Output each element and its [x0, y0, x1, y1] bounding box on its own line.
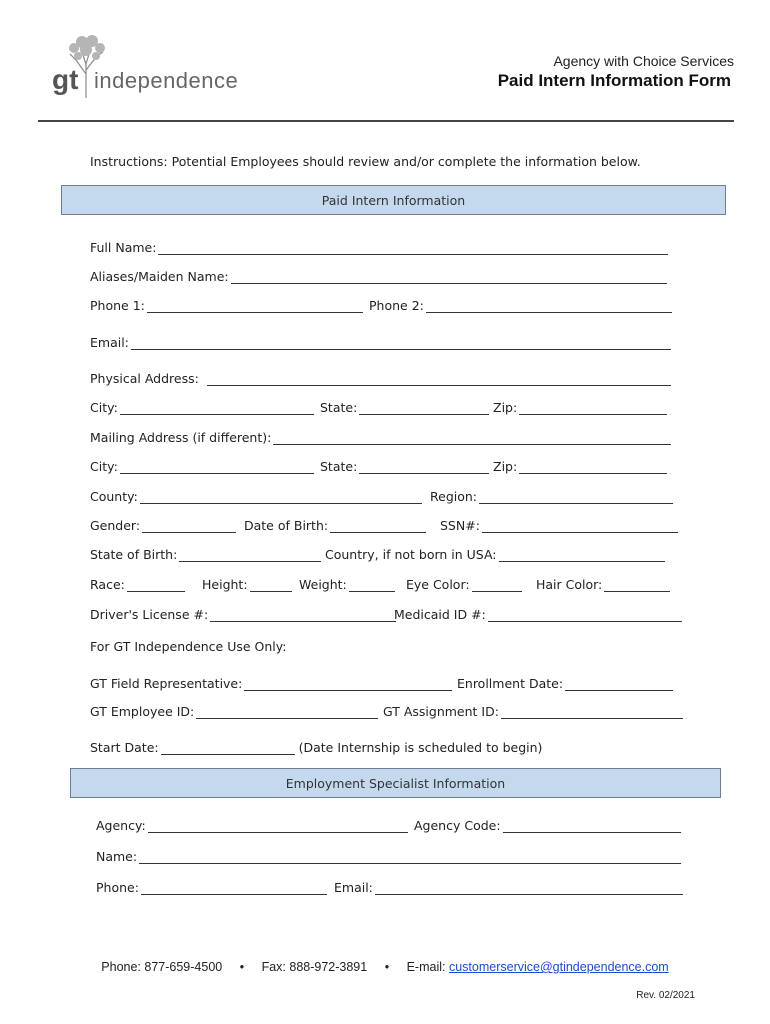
specialist-email-row [334, 880, 683, 895]
mail-city-field[interactable] [120, 460, 314, 474]
section-specialist-title: Employment Specialist Information [285, 775, 506, 791]
footer-phone: Phone: 877-659-4500 [101, 960, 223, 974]
agency-field[interactable] [148, 819, 408, 833]
mail-state-label: State: [320, 459, 358, 474]
region-label: Region: [430, 489, 478, 504]
hair-color-row [536, 577, 670, 592]
country-field[interactable] [499, 548, 665, 562]
footer-fax: Fax: 888-972-3891 [261, 960, 368, 974]
aliases-row [90, 269, 667, 284]
enroll-date-label: Enrollment Date: [457, 676, 564, 691]
aliases-field[interactable] [231, 270, 667, 284]
aliases-label: Aliases/Maiden Name: [90, 269, 229, 284]
state-of-birth-field[interactable] [179, 548, 321, 562]
mail-city-row [90, 459, 314, 474]
zip-label: Zip: [493, 400, 518, 415]
physical-address-row [90, 371, 671, 386]
dob-row [244, 518, 426, 533]
email-label: Email: [90, 335, 129, 350]
agency-code-field[interactable] [503, 819, 681, 833]
mailing-address-field[interactable] [273, 431, 671, 445]
state-label: State: [320, 400, 358, 415]
gender-field[interactable] [142, 519, 236, 533]
state-field[interactable] [359, 401, 489, 415]
mailing-address-row [90, 430, 671, 445]
physical-address-field[interactable] [207, 372, 671, 386]
county-label: County: [90, 489, 138, 504]
specialist-phone-row [96, 880, 327, 895]
specialist-phone-field[interactable] [141, 881, 327, 895]
dob-field[interactable] [330, 519, 426, 533]
full-name-row [90, 240, 668, 255]
email-field[interactable] [131, 336, 671, 350]
license-field[interactable] [210, 608, 396, 622]
employee-id-label: GT Employee ID: [90, 704, 195, 719]
physical-address-label: Physical Address: [90, 371, 199, 386]
mail-city-label: City: [90, 459, 118, 474]
mailing-address-label: Mailing Address (if different): [90, 430, 272, 445]
region-field[interactable] [479, 490, 673, 504]
eye-color-row [406, 577, 522, 592]
agency-code-label: Agency Code: [414, 818, 501, 833]
start-date-field[interactable] [161, 741, 295, 755]
weight-row [299, 577, 395, 592]
phone2-label: Phone 2: [369, 298, 424, 313]
specialist-name-label: Name: [96, 849, 138, 864]
country-label: Country, if not born in USA: [325, 547, 497, 562]
race-row [90, 577, 185, 592]
specialist-name-field[interactable] [139, 850, 681, 864]
footer-email-label: E-mail: [406, 960, 446, 974]
revision-note: Rev. 02/2021 [636, 990, 695, 1001]
section-intern-title: Paid Intern Information [321, 192, 466, 208]
phone2-row [369, 298, 672, 313]
license-label: Driver's License #: [90, 607, 209, 622]
full-name-field[interactable] [158, 241, 668, 255]
country-row [325, 547, 665, 562]
zip-field[interactable] [519, 401, 667, 415]
full-name-label: Full Name: [90, 240, 157, 255]
hair-color-field[interactable] [604, 578, 670, 592]
ssn-row [440, 518, 678, 533]
start-date-label: Start Date: [90, 740, 159, 755]
medicaid-row [394, 607, 682, 622]
license-row [90, 607, 396, 622]
logo [52, 34, 242, 100]
phone2-field[interactable] [426, 299, 672, 313]
phone1-label: Phone 1: [90, 298, 145, 313]
instructions: Instructions: Potential Employees should review and/or complete the information below. [90, 154, 641, 169]
region-row [430, 489, 673, 504]
height-field[interactable] [250, 578, 292, 592]
race-field[interactable] [127, 578, 185, 592]
email-row [90, 335, 671, 350]
eye-color-field[interactable] [472, 578, 522, 592]
city-row [90, 400, 314, 415]
section-specialist-info [70, 768, 721, 798]
state-of-birth-label: State of Birth: [90, 547, 178, 562]
footer-bullet-2: • [384, 960, 390, 974]
logo-word: independence [94, 68, 239, 93]
hair-color-label: Hair Color: [536, 577, 603, 592]
specialist-email-field[interactable] [375, 881, 683, 895]
dob-label: Date of Birth: [244, 518, 329, 533]
footer-bullet-1: • [239, 960, 245, 974]
state-of-birth-row [90, 547, 321, 562]
agency-code-row [414, 818, 681, 833]
county-field[interactable] [140, 490, 422, 504]
logo-gt: gt [52, 64, 79, 95]
assignment-id-label: GT Assignment ID: [383, 704, 499, 719]
city-label: City: [90, 400, 118, 415]
start-date-note: (Date Internship is scheduled to begin) [298, 740, 543, 755]
race-label: Race: [90, 577, 125, 592]
mail-zip-row [493, 459, 667, 474]
gt-use-heading: For GT Independence Use Only: [90, 639, 287, 654]
employee-id-row [90, 704, 378, 719]
weight-field[interactable] [349, 578, 395, 592]
field-rep-label: GT Field Representative: [90, 676, 243, 691]
phone1-field[interactable] [147, 299, 363, 313]
mail-zip-field[interactable] [519, 460, 667, 474]
mail-zip-label: Zip: [493, 459, 518, 474]
eye-color-label: Eye Color: [406, 577, 470, 592]
section-intern-info [61, 185, 726, 215]
employee-id-field[interactable] [196, 705, 378, 719]
specialist-name-row [96, 849, 681, 864]
enroll-date-field[interactable] [565, 677, 673, 691]
footer-contact [0, 960, 770, 974]
gender-row [90, 518, 236, 533]
gender-label: Gender: [90, 518, 141, 533]
specialist-phone-label: Phone: [96, 880, 139, 895]
phone1-row [90, 298, 363, 313]
page-title: Paid Intern Information Form [497, 71, 731, 90]
county-row [90, 489, 422, 504]
ssn-label: SSN#: [440, 518, 480, 533]
start-date-row [90, 740, 542, 755]
height-row [202, 577, 292, 592]
ssn-field[interactable] [482, 519, 678, 533]
assignment-id-field[interactable] [501, 705, 683, 719]
height-label: Height: [202, 577, 248, 592]
city-field[interactable] [120, 401, 314, 415]
medicaid-field[interactable] [488, 608, 682, 622]
specialist-email-label: Email: [334, 880, 373, 895]
medicaid-label: Medicaid ID #: [394, 607, 486, 622]
enroll-date-row [457, 676, 673, 691]
mail-state-field[interactable] [359, 460, 489, 474]
agency-label: Agency: [96, 818, 146, 833]
state-row [320, 400, 489, 415]
mail-state-row [320, 459, 489, 474]
header-divider [38, 120, 734, 122]
field-rep-field[interactable] [244, 677, 452, 691]
agency-row [96, 818, 408, 833]
assignment-id-row [383, 704, 683, 719]
agency-title: Agency with Choice Services [553, 53, 734, 69]
field-rep-row [90, 676, 452, 691]
zip-row [493, 400, 667, 415]
weight-label: Weight: [299, 577, 347, 592]
footer-email-link[interactable]: customerservice@gtindependence.com [448, 960, 669, 974]
